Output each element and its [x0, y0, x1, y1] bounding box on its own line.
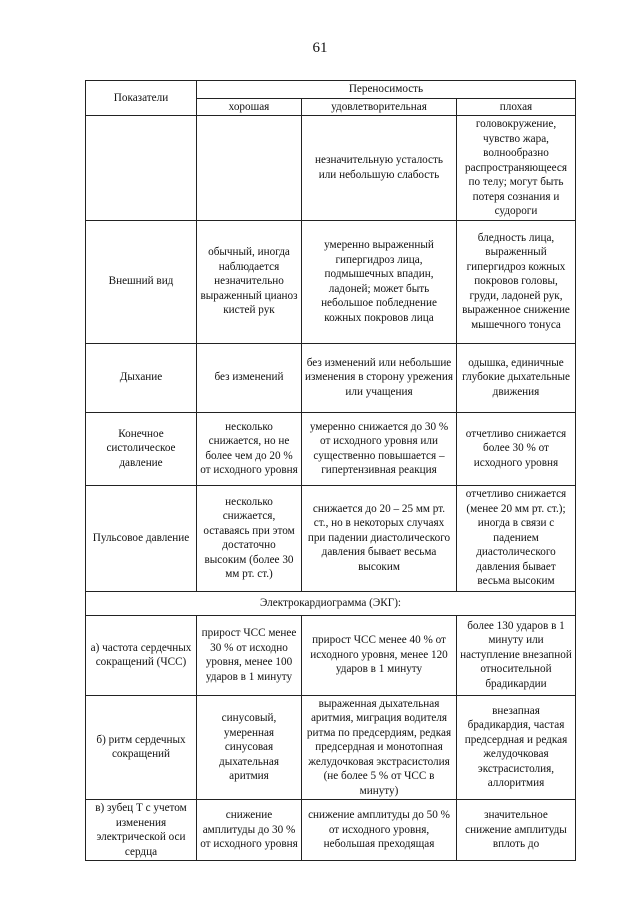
header-tolerance: Переносимость [197, 81, 576, 99]
table-row [86, 800, 576, 861]
row-label: в) зубец Т с учетом изменения электрической оси сердца [86, 800, 197, 861]
section-title: Электрокардиограмма (ЭКГ): [86, 591, 576, 615]
cell-satisfactory: снижается до 20 – 25 мм рт. ст., но в некоторых случаях при падении диастолического давления бывает весьма высоким [302, 485, 457, 591]
cell-poor: внезапная брадикардия, частая предсердная и редкая желудочковая экстрасистолия, аллоритмия [457, 695, 576, 800]
cell-good [197, 116, 302, 221]
cell-good: без изменений [197, 343, 302, 412]
table-row [86, 220, 576, 343]
cell-poor: более 130 ударов в 1 минуту или наступление внезапной относительной брадикардии [457, 615, 576, 695]
cell-satisfactory: без изменений или небольшие изменения в сторону урежения или учащения [302, 343, 457, 412]
cell-satisfactory: умеренно снижается до 30 % от исходного уровня или существенно повышается – гипертензивная реакция [302, 412, 457, 485]
cell-good: снижение амплитуды до 30 % от исходного уровня [197, 800, 302, 861]
cell-poor: одышка, единичные глубокие дыхательные движения [457, 343, 576, 412]
cell-good: синусовый, умеренная синусовая дыхательная аритмия [197, 695, 302, 800]
row-label: Внешний вид [86, 220, 197, 343]
cell-satisfactory: незначительную усталость или небольшую слабость [302, 116, 457, 221]
table-row [86, 615, 576, 695]
table-row [86, 485, 576, 591]
table-row [86, 343, 576, 412]
table-row [86, 695, 576, 800]
cell-poor: значительное снижение амплитуды вплоть до [457, 800, 576, 861]
header-good: хорошая [197, 98, 302, 116]
cell-satisfactory: снижение амплитуды до 50 % от исходного уровня, небольшая преходящая [302, 800, 457, 861]
table-row [86, 412, 576, 485]
cell-poor: головокружение, чувство жара, волнообразно распространяющееся по телу; могут быть потеря сознания и судороги [457, 116, 576, 221]
cell-poor: отчетливо снижается (менее 20 мм рт. ст.); иногда в связи с падением диастолического давления бывает весьма высоким [457, 485, 576, 591]
page-number: 61 [312, 40, 328, 56]
header-poor: плохая [457, 98, 576, 116]
cell-good: несколько снижается, оставаясь при этом достаточно высоким (более 30 мм рт. ст.) [197, 485, 302, 591]
cell-good: несколько снижается, но не более чем до 20 % от исходного уровня [197, 412, 302, 485]
cell-poor: бледность лица, выраженный гипергидроз кожных покровов головы, груди, ладоней рук, выраженное снижение мышечного тонуса [457, 220, 576, 343]
cell-satisfactory: выраженная дыхательная аритмия, миграция водителя ритма по предсердиям, редкая предсердная и монотопная желудочковая экстрасистолия (не более 5 % от ЧСС в минуту) [302, 695, 457, 800]
row-label: Пульсовое давление [86, 485, 197, 591]
row-label: б) ритм сердечных сокращений [86, 695, 197, 800]
row-label [86, 116, 197, 221]
row-label: а) частота сердечных сокращений (ЧСС) [86, 615, 197, 695]
header-satisfactory: удовлетворительная [302, 98, 457, 116]
tolerance-table [85, 80, 576, 861]
table-row [86, 116, 576, 221]
table-header-row [86, 81, 576, 99]
cell-satisfactory: умеренно выраженный гипергидроз лица, подмышечных впадин, ладоней; может быть небольшое побледнение кожных покровов лица [302, 220, 457, 343]
header-indicators: Показатели [86, 81, 197, 116]
cell-poor: отчетливо снижается более 30 % от исходного уровня [457, 412, 576, 485]
cell-good: прирост ЧСС менее 30 % от исходно уровня, менее 100 ударов в 1 минуту [197, 615, 302, 695]
cell-good: обычный, иногда наблюдается незначительно выраженный цианоз кистей рук [197, 220, 302, 343]
section-row [86, 591, 576, 615]
row-label: Дыхание [86, 343, 197, 412]
cell-satisfactory: прирост ЧСС менее 40 % от исходного уровня, менее 120 ударов в 1 минуту [302, 615, 457, 695]
row-label: Конечное систолическое давление [86, 412, 197, 485]
